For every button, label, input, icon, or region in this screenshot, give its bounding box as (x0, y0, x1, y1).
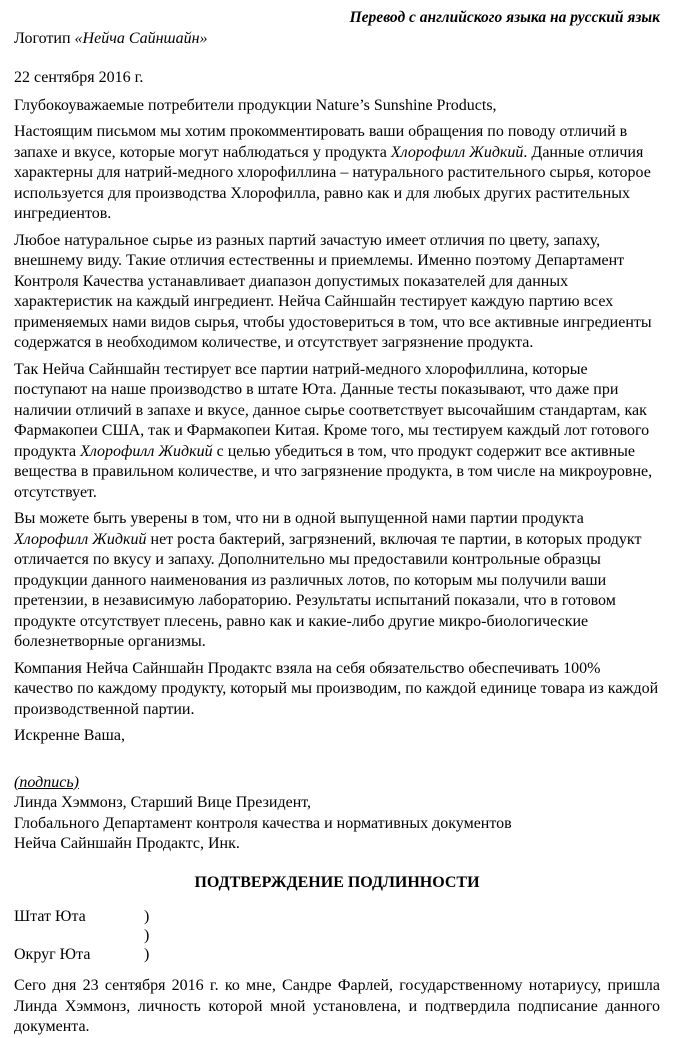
letter-date: 22 сентября 2016 г. (14, 69, 144, 86)
notary-bracket: ) (144, 908, 150, 925)
body-paragraph-quality-commitment: Компания Нейча Сайншайн Продактс взяла на себя обязательство обеспечивать 100% качество по каждому продукту, который мы производим, по каждой единице товара из каждой производственной партии. (14, 659, 659, 718)
signatory-company: Нейча Сайншайн Продактс, Инк. (14, 835, 240, 852)
notary-state-label: Штат Юта (14, 908, 86, 925)
notary-statement: Сего дня 23 сентября 2016 г. ко мне, Сандре Фарлей, государственному нотариусу, пришла Линда Хэммонз, личность которой мной установлена, и подтвердила подписание данного документа. (14, 977, 660, 1035)
logo-placeholder (14, 29, 660, 50)
body-paragraph-lab-results: Вы можете быть уверены в том, что ни в одной выпущенной нами партии продукта Хлорофилл Жидкий нет роста бактерий, загрязнений, включая те партии, в которых продукт отличается по вкусу и запаху. Дополнительно мы предоставили контрольные образцы продукции данного наименования из различных лотов, по которым мы получили ваши претензии, в независимую лабораторию. Результаты испытаний показали, что в готовом продукте отсутствует плесень, равно как и какие-либо другие микро-биологические болезнетворные организмы. (14, 510, 642, 650)
body-paragraph-odor-taste: Настоящим письмом мы хотим прокомментировать ваши обращения по поводу отличий в запахе и вкусе, которые могут наблюдаться у продукта Хлорофилл Жидкий. Данные отличия характерны для натрий-медного хлорофиллина – натурального растительного сырья, которое используется для производства Хлорофилла, равно как и для любых других растительных ингредиентов. (14, 123, 651, 222)
notary-middle-row (14, 926, 660, 945)
logo-prefix: Логотип (14, 29, 75, 47)
salutation: Глубокоуважаемые потребители продукции Nature’s Sunshine Products, (14, 96, 497, 114)
notary-heading: ПОДТВЕРЖДЕНИЕ ПОДЛИННОСТИ (194, 873, 480, 891)
notary-bracket: ) (144, 946, 150, 963)
closing: Искренне Ваша, (14, 727, 125, 744)
notary-county-label: Округ Юта (14, 946, 91, 963)
notary-venue-block (14, 907, 660, 964)
notary-state-row (14, 907, 660, 926)
translation-note: Перевод с английского языка на русский язык (349, 9, 660, 26)
body-paragraph-testing: Так Нейча Сайншайн тестирует все партии натрий-медного хлорофиллина, которые поступают на наше производство в штате Юта. Данные тесты показывают, что даже при наличии отличий в запахе и вкусе, данное сырье соответствует высочайшим стандартам, как Фармакопеи США, так и Фармакопеи Китая. Кроме того, мы тестируем каждый лот готового продукта Хлорофилл Жидкий с целью убедиться в том, что продукт содержит все активные вещества в правильном количестве, и что загрязнение продукта, в том числе на микроуровне, отсутствует. (14, 360, 653, 501)
signatory-department: Глобального Департамент контроля качества и нормативных документов (14, 814, 512, 832)
logo-company-name: «Нейча Сайншайн» (74, 29, 208, 47)
signatory-name-title: Линда Хэммонз, Старший Вице Президент, (14, 794, 312, 811)
notary-bracket: ) (144, 927, 150, 944)
signature-placeholder: (подпись) (14, 773, 79, 791)
notary-county-row (14, 945, 660, 964)
body-paragraph-natural-variation: Любое натуральное сырье из разных партий зачастую имеет отличия по цвету, запаху, внешнему виду. Такие отличия естественны и приемлемы. Именно поэтому Департамент Контроля Качества устанавливает диапазон допустимых показателей для данных характеристик на каждый ингредиент. Нейча Сайншайн тестирует каждую партию всех применяемых нами видов сырья, чтобы удостовериться в том, что все активные ингредиенты содержатся в необходимом количестве, и отсутствует загрязнение продукта. (14, 231, 652, 351)
